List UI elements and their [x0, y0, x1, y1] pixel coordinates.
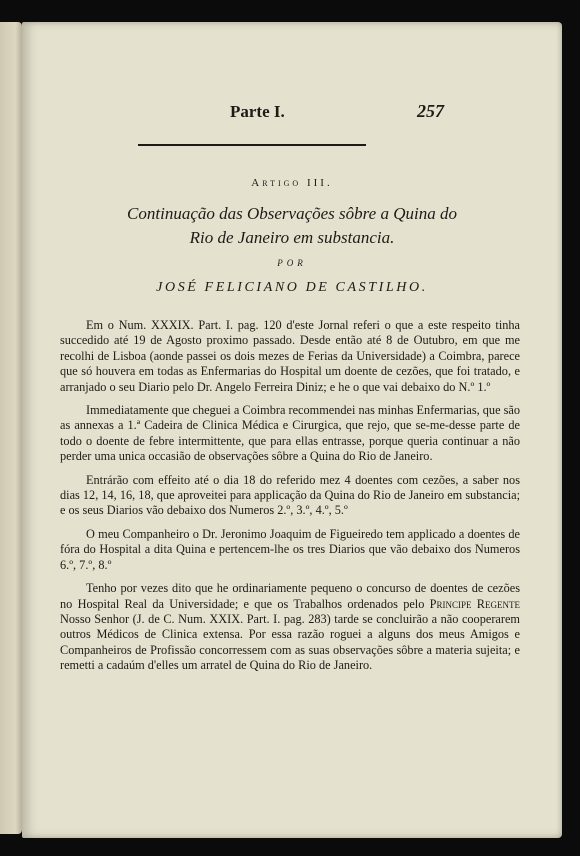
article-title-line-1: Continuação das Observações sôbre a Quina do — [127, 204, 457, 223]
paragraph-2: Immediatamente que cheguei a Coimbra recommendei nas minhas Enfermarias, que são as annexas a 1.ª Cadeira de Clinica Médica e Cirurgica, que rejo, que se-me-desse parte de todo o doente de febre intermittente, que para ellas entrasse, porque queria continuar a não perder uma unica occasião de observações sôbre a Quina do Rio de Janeiro. — [60, 403, 520, 464]
paragraph-5-part-b: Nosso Senhor (J. de C. Num. XXIX. Part. I. pag. 283) tarde se concluirão a não cooperarem outros Médicos de Clinica extensa. Por essa razão roguei a alguns dos meus Amigos e Companheiros de Profissão concorressem com as suas observações sôbre a materia sujeita; e remetti a cadaúm d'elles um arratel de Quina do Rio de Janeiro. — [60, 611, 520, 673]
article-body — [60, 318, 520, 682]
part-title: Parte I. — [230, 102, 285, 121]
paragraph-5-part-a: Tenho por vezes dito que he ordinariamente pequeno o concurso de doentes de cezões no Hospital Real da Universidade; e que os Trabalhos ordenados pelo — [60, 581, 520, 611]
book-page — [22, 22, 562, 838]
author-name: JOSÉ FELICIANO DE CASTILHO. — [156, 280, 428, 295]
paragraph-4: O meu Companheiro o Dr. Jeronimo Joaquim de Figueiredo tem applicado a doentes de fóra do Hospital a dita Quina e pertencem-lhe os tres Diarios que vão debaixo dos Numeros 6.º, 7.º, 8.º — [60, 526, 520, 572]
article-title-line-2: Rio de Janeiro em substancia. — [189, 228, 395, 247]
prince-regent-smallcaps: Principe Regente — [429, 596, 520, 611]
header-rule — [138, 144, 366, 146]
article-label: Artigo III. — [251, 177, 333, 189]
page-number: 257 — [417, 101, 444, 121]
running-header — [22, 100, 562, 130]
paragraph-1: Em o Num. XXXIX. Part. I. pag. 120 d'este Jornal referi o que a este respeito tinha succedido até 19 de Agosto proximo passado. Desde então até 8 de Outubro, em que me recolhi de Lisboa (aonde passei os dois mezes de Ferias da Universidade) a Coimbra, parece que só houvera em todas as Enfermarias do Hospital um doente de cezões, que foi tratado, e arranjado o seu Diario pelo Dr. Angelo Ferreira Diniz; e he o que vai debaixo do N.º 1.º — [60, 318, 520, 394]
byline-por: POR — [277, 258, 307, 268]
left-page-edge — [0, 22, 22, 834]
paragraph-3: Entrárão com effeito até o dia 18 do referido mez 4 doentes com cezões, a saber nos dias 12, 14, 16, 18, que aproveitei para applicação da Quina do Rio de Janeiro em substancia; e os seus Diarios vão debaixo dos Numeros 2.º, 3.º, 4.º, 5.º — [60, 472, 520, 518]
paragraph-5 — [60, 581, 520, 673]
article-title — [62, 202, 522, 250]
